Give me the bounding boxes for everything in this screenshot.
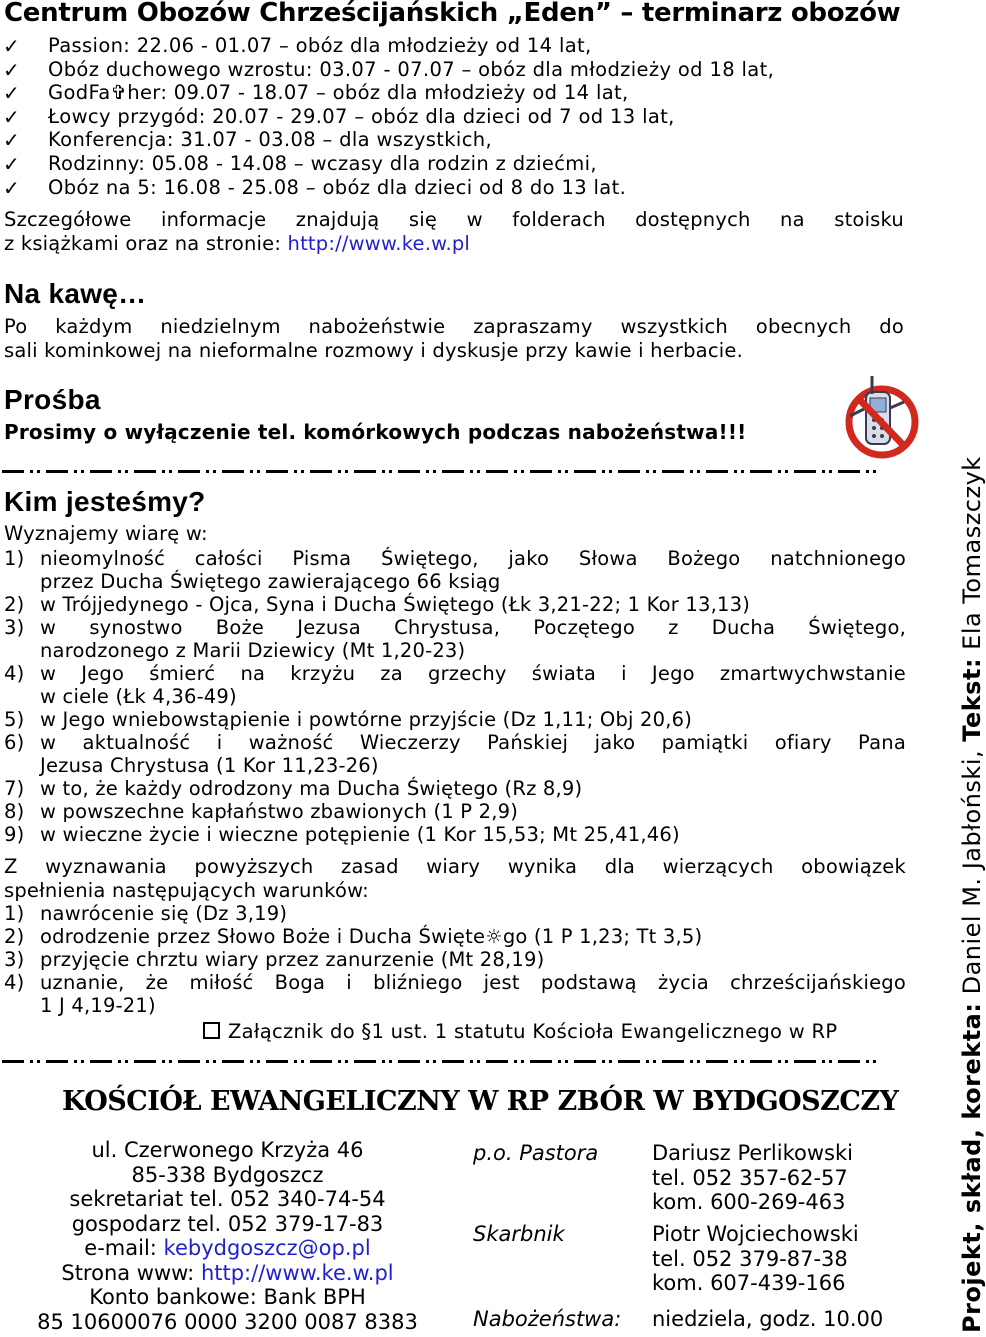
coffee-text: Po każdym niedzielnym nabożeństwie zapraszamy wszystkich obecnych do sali kominkowej na nieformalne rozmowy i dyskusje przy kawie i herbacie.: [4, 315, 904, 362]
church-contact: ul. Czerwonego Krzyża 46 85-338 Bydgoszcz sekretariat tel. 052 340-74-54 gospodarz tel. 052 379-17-83 e-mail: kebydgoszcz@op.pl Strona www: http://www.ke.w.pl Konto bankowe: Bank BPH 85 10600076 0000 3200 0087 8383: [37, 1138, 418, 1334]
divider-dot: [338, 470, 341, 473]
divider-dot: [829, 470, 832, 473]
divider-dot: [873, 470, 876, 473]
divider-dot: [558, 1060, 561, 1063]
checkmark-icon: ✓: [3, 151, 21, 176]
divider-dash: [442, 1060, 464, 1063]
divider-dot: [213, 470, 216, 473]
coffee-heading: Na kawę…: [4, 278, 147, 309]
divider-dot: [301, 470, 304, 473]
divider-dot: [37, 470, 40, 473]
divider: [2, 460, 888, 474]
divider-dash: [354, 470, 376, 473]
divider-dash: [46, 1060, 68, 1063]
divider-dot: [514, 470, 517, 473]
divider-dot: [558, 470, 561, 473]
divider-dot: [690, 470, 693, 473]
divider-dot: [433, 1060, 436, 1063]
list-item: ✓ Passion: 22.06 - 01.07 – obóz dla młodzieży od 14 lat,: [3, 34, 592, 58]
divider-dot: [250, 1060, 253, 1063]
divider-dot: [206, 1060, 209, 1063]
divider-dash: [398, 1060, 420, 1063]
divider-dot: [653, 1060, 656, 1063]
divider-dash: [618, 470, 640, 473]
divider-dot: [389, 470, 392, 473]
divider-dot: [741, 1060, 744, 1063]
no-phones-sign-icon: [838, 368, 918, 464]
divider-dot: [74, 1060, 77, 1063]
pastor-name: Dariusz Perlikowski: [652, 1141, 853, 1165]
divider-dash: [134, 470, 156, 473]
divider-dot: [301, 1060, 304, 1063]
list-item: 2) odrodzenie przez Słowo Boże i Ducha Święte☼go (1 P 1,23; Tt 3,5): [4, 925, 703, 948]
divider-dash: [90, 1060, 112, 1063]
treasurer-label: Skarbnik: [473, 1222, 565, 1246]
divider-dot: [294, 1060, 297, 1063]
divider-dot: [829, 1060, 832, 1063]
divider-dot: [477, 470, 480, 473]
divider-dot: [697, 470, 700, 473]
divider-dot: [382, 470, 385, 473]
divider-dash: [46, 470, 68, 473]
divider-dash: [662, 1060, 684, 1063]
divider-dash: [838, 470, 860, 473]
divider-dot: [785, 470, 788, 473]
list-item: ✓ Łowcy przygód: 20.07 - 29.07 – obóz dla dzieci od 7 od 13 lat,: [3, 104, 675, 129]
divider-dash: [266, 1060, 288, 1063]
list-item: 7) w to, że każdy odrodzony ma Ducha Świętego (Rz 8,9): [4, 777, 583, 800]
pastor-label: p.o. Pastora: [473, 1141, 599, 1165]
divider-dash: [794, 470, 816, 473]
divider-dot: [81, 1060, 84, 1063]
divider-dot: [602, 1060, 605, 1063]
camps-list: [0, 34, 774, 199]
list-item: 2) w Trójjedynego - Ojca, Syna i Ducha Świętego (Łk 3,21-22; 1 Kor 13,13): [4, 593, 751, 616]
divider-dot: [778, 470, 781, 473]
website-link[interactable]: http://www.ke.w.pl: [200, 1260, 394, 1285]
list-item: 1) nieomylność całości Pisma Świętego, jako Słowa Bożego natchnionego przez Ducha Świętego zawierającego 66 ksiąg: [4, 547, 906, 593]
divider-dot: [470, 1060, 473, 1063]
duty-text: Z wyznawania powyższych zasad wiary wynika dla wierzących obowiązek spełnienia następujących warunków:: [4, 855, 906, 902]
divider-dash: [706, 470, 728, 473]
divider-dot: [602, 470, 605, 473]
divider-dot: [81, 470, 84, 473]
beliefs-list: [4, 547, 906, 846]
email-link[interactable]: kebydgoszcz@op.pl: [163, 1236, 371, 1260]
divider-dot: [389, 1060, 392, 1063]
services-value: niedziela, godz. 10.00: [652, 1307, 884, 1331]
divider-dash: [574, 470, 596, 473]
treasurer-kom: kom. 607-439-166: [652, 1271, 846, 1295]
divider-dash: [266, 470, 288, 473]
divider-dot: [521, 470, 524, 473]
divider-dash: [750, 1060, 772, 1063]
divider-dash: [662, 470, 684, 473]
divider-dot: [426, 470, 429, 473]
divider-dash: [750, 470, 772, 473]
divider-dash: [486, 470, 508, 473]
divider-dash: [398, 470, 420, 473]
divider-dot: [822, 1060, 825, 1063]
divider-dot: [118, 1060, 121, 1063]
divider-dash: [530, 1060, 552, 1063]
divider-dot: [609, 470, 612, 473]
divider-dot: [213, 1060, 216, 1063]
divider-dot: [206, 470, 209, 473]
divider-dot: [345, 1060, 348, 1063]
divider-dash: [794, 1060, 816, 1063]
list-item: ✓ Obóz duchowego wzrostu: 03.07 - 07.07 – obóz dla młodzieży od 18 lat,: [3, 57, 775, 82]
divider-dot: [162, 470, 165, 473]
attachment-note: Załącznik do §1 ust. 1 statutu Kościoła Ewangelicznego w RP: [203, 1020, 837, 1043]
divider-dot: [873, 1060, 876, 1063]
divider-dot: [866, 470, 869, 473]
divider-dot: [162, 1060, 165, 1063]
divider-dot: [382, 1060, 385, 1063]
divider-dash: [178, 1060, 200, 1063]
divider-dot: [470, 470, 473, 473]
divider-dot: [37, 1060, 40, 1063]
divider-dot: [521, 1060, 524, 1063]
list-item: ✓ Konferencja: 31.07 - 03.08 – dla wszystkich,: [3, 128, 493, 153]
divider-dot: [74, 470, 77, 473]
divider-dot: [125, 1060, 128, 1063]
divider-dot: [125, 470, 128, 473]
list-item: ✓ Rodzinny: 05.08 - 14.08 – wczasy dla rodzin z dziećmi,: [3, 151, 597, 176]
list-item: 6) w aktualność i ważność Wieczerzy Pańskiej jako pamiątki ofiary Pana Jezusa Chrystusa (1 Kor 11,23-26): [4, 731, 906, 777]
divider-dash: [706, 1060, 728, 1063]
divider-dot: [697, 1060, 700, 1063]
divider-dash: [222, 470, 244, 473]
divider-dash: [178, 470, 200, 473]
divider-dash: [486, 1060, 508, 1063]
divider-dot: [338, 1060, 341, 1063]
divider-dash: [310, 1060, 332, 1063]
divider-dash: [134, 1060, 156, 1063]
checkmark-icon: ✓: [3, 57, 21, 82]
divider-dot: [30, 470, 33, 473]
divider-dot: [741, 470, 744, 473]
list-item: 1) nawrócenie się (Dz 3,19): [4, 902, 288, 925]
checkbox-icon: [203, 1022, 220, 1039]
divider-dash: [442, 470, 464, 473]
divider-dash: [90, 470, 112, 473]
checkmark-icon: ✓: [3, 34, 21, 58]
list-item: 4) w Jego śmierć na krzyżu za grzechy świata i Jego zmartwychwstanie w ciele (Łk 4,36-49): [4, 662, 906, 708]
checkmark-icon: ✓: [3, 81, 21, 106]
website-link[interactable]: http://www.ke.w.pl: [287, 232, 471, 255]
divider-dot: [257, 470, 260, 473]
pastor-tel: tel. 052 357-62-57: [652, 1165, 848, 1190]
treasurer-name: Piotr Wojciechowski: [652, 1222, 859, 1246]
checkmark-icon: ✓: [3, 104, 21, 129]
divider-dash: [618, 1060, 640, 1063]
divider-dot: [514, 1060, 517, 1063]
list-item: ✓ Obóz na 5: 16.08 - 25.08 – obóz dla dzieci od 8 do 13 lat.: [3, 175, 627, 200]
church-name: KOŚCIÓŁ EWANGELICZNY W RP ZBÓR W BYDGOSZCZY: [62, 1086, 899, 1117]
divider-dot: [785, 1060, 788, 1063]
divider-dot: [426, 1060, 429, 1063]
divider-dash: [310, 470, 332, 473]
divider-dash: [530, 470, 552, 473]
divider-dash: [574, 1060, 596, 1063]
divider-dot: [866, 1060, 869, 1063]
divider-dot: [734, 470, 737, 473]
list-item: 3) przyjęcie chrztu wiary przez zanurzenie (Mt 28,19): [4, 948, 545, 971]
divider-dash: [222, 1060, 244, 1063]
who-intro: Wyznajemy wiarę w:: [4, 522, 208, 545]
divider-dot: [646, 1060, 649, 1063]
divider-dot: [565, 470, 568, 473]
list-item: ✓ GodFa✞her: 09.07 - 18.07 – obóz dla młodzieży od 14 lat,: [3, 81, 629, 106]
request-text: Prosimy o wyłączenie tel. komórkowych podczas nabożeństwa!!!: [4, 420, 747, 444]
divider-dot: [646, 470, 649, 473]
conditions-list: [4, 902, 906, 1017]
divider-dot: [653, 470, 656, 473]
divider-dot: [822, 470, 825, 473]
treasurer-tel: tel. 052 379-87-38: [652, 1246, 848, 1271]
divider-dot: [734, 1060, 737, 1063]
divider-dot: [250, 470, 253, 473]
divider-dot: [294, 470, 297, 473]
camps-info: Szczegółowe informacje znajdują się w folderach dostępnych na stoisku z książkami oraz na stronie: http://www.ke.w.pl: [4, 208, 904, 255]
list-item: 8) w powszechne kapłaństwo zbawionych (1 P 2,9): [4, 800, 519, 823]
checkmark-icon: ✓: [3, 175, 21, 200]
divider-dot: [778, 1060, 781, 1063]
divider-dot: [609, 1060, 612, 1063]
divider-dot: [169, 470, 172, 473]
divider-dot: [118, 470, 121, 473]
checkmark-icon: ✓: [3, 128, 21, 153]
who-heading: Kim jesteśmy?: [4, 486, 206, 517]
divider-dot: [565, 1060, 568, 1063]
divider-dash: [354, 1060, 376, 1063]
divider: [2, 1050, 894, 1064]
divider-dot: [257, 1060, 260, 1063]
credits: Projekt, skład, korekta: Daniel M. Jabłoński, Tekst: Ela Tomaszczyk: [958, 456, 986, 1333]
divider-dot: [690, 1060, 693, 1063]
divider-dash: [2, 470, 24, 473]
services-label: Nabożeństwa:: [473, 1307, 622, 1331]
divider-dot: [169, 1060, 172, 1063]
list-item: 5) w Jego wniebowstąpienie i powtórne przyjście (Dz 1,11; Obj 20,6): [4, 708, 693, 731]
pastor-kom: kom. 600-269-463: [652, 1190, 846, 1214]
camps-title: Centrum Obozów Chrześcijańskich „Eden” – terminarz obozów: [4, 0, 901, 28]
list-item: 9) w wieczne życie i wieczne potępienie (1 Kor 15,53; Mt 25,41,46): [4, 823, 680, 846]
divider-dot: [477, 1060, 480, 1063]
divider-dot: [345, 470, 348, 473]
list-item: 4) uznanie, że miłość Boga i bliźniego jest podstawą życia chrześcijańskiego 1 J 4,19-21): [4, 971, 906, 1017]
divider-dash: [2, 1060, 24, 1063]
divider-dash: [838, 1060, 860, 1063]
request-heading: Prośba: [4, 384, 101, 415]
list-item: 3) w synostwo Boże Jezusa Chrystusa, Poczętego z Ducha Świętego, narodzonego z Marii Dziewicy (Mt 1,20-23): [4, 616, 906, 662]
divider-dot: [30, 1060, 33, 1063]
divider-dot: [433, 470, 436, 473]
